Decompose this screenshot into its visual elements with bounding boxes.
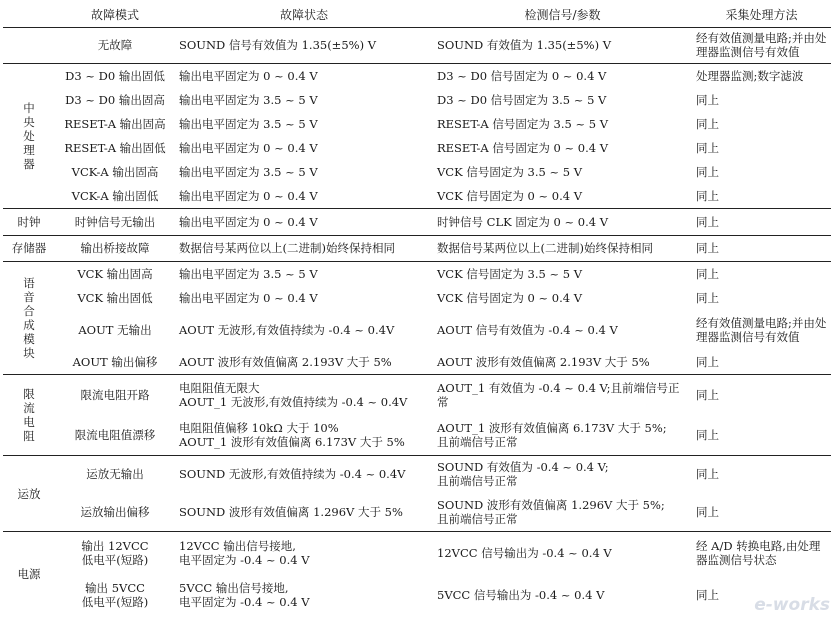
detect-signal-cell: D3 ~ D0 信号固定为 0 ~ 0.4 V [437,68,607,83]
header-fault-state: 故障状态 [279,7,328,22]
detect-signal-cell: 数据信号某两位以上(二进制)始终保持相同 [437,241,653,256]
fault-state-cell: AOUT 波形有效值偏离 2.193V 大于 5% [179,355,392,370]
fault-state-cell: 数据信号某两位以上(二进制)始终保持相同 [179,241,395,256]
category-cell: 运放 [17,486,41,501]
fault-mode-cell: 输出桥接故障 [80,241,150,256]
fault-state-cell: 输出电平固定为 0 ~ 0.4 V [179,290,318,305]
fault-state-cell: 输出电平固定为 0 ~ 0.4 V [179,141,318,156]
table-row [3,27,831,63]
fault-table [3,3,831,615]
fault-mode-cell: VCK-A 输出固低 [71,189,159,204]
table-row [3,286,831,310]
header-blank [3,3,55,27]
fault-mode-cell: D3 ~ D0 输出固高 [65,92,165,107]
fault-state-cell: AOUT 无波形,有效值持续为 -0.4 ~ 0.4V [179,322,395,337]
method-cell: 同上 [696,241,719,256]
detect-signal-cell: 5VCC 信号输出为 -0.4 ~ 0.4 V [437,587,605,602]
detect-signal-cell: RESET-A 信号固定为 3.5 ~ 5 V [437,116,609,131]
detect-signal-cell: VCK 信号固定为 0 ~ 0.4 V [437,290,583,305]
fault-mode-cell: 输出 12VCC 低电平(短路) [81,539,149,568]
table-row [3,88,831,112]
fault-mode-cell: VCK 输出固高 [77,266,153,281]
category-cell: 限 流 电 阻 [23,386,35,443]
table-body [3,27,831,615]
fault-state-cell: SOUND 无波形,有效值持续为 -0.4 ~ 0.4V [179,466,406,481]
detect-signal-cell: SOUND 有效值为 1.35(±5%) V [437,38,612,53]
table-row [3,455,831,491]
method-cell: 同上 [696,214,719,229]
fault-state-cell: 输出电平固定为 0 ~ 0.4 V [179,214,318,229]
table-row [3,492,831,532]
category-cell [3,27,55,63]
fault-mode-cell: VCK 输出固低 [77,290,153,305]
fault-mode-cell: 限流电阻开路 [80,387,150,402]
fault-state-cell: 输出电平固定为 3.5 ~ 5 V [179,116,318,131]
table-row [3,63,831,87]
category-cell: 语 音 合 成 模 块 [23,275,35,360]
method-cell: 同上 [696,92,719,107]
fault-mode-cell: 输出 5VCC 低电平(短路) [81,580,149,609]
fault-mode-cell: 时钟信号无输出 [74,214,156,229]
fault-mode-cell: 无故障 [97,38,133,53]
fault-state-cell: 输出电平固定为 0 ~ 0.4 V [179,68,318,83]
fault-state-cell: 5VCC 输出信号接地, 电平固定为 -0.4 ~ 0.4 V [179,580,310,609]
method-cell: 同上 [696,587,719,602]
category-cell: 时钟 [17,214,41,229]
detect-signal-cell: VCK 信号固定为 0 ~ 0.4 V [437,189,583,204]
detect-signal-cell: AOUT 信号有效值为 -0.4 ~ 0.4 V [437,322,618,337]
fault-state-cell: 输出电平固定为 3.5 ~ 5 V [179,165,318,180]
method-cell: 经有效值测量电路;并由处理器监测信号有效值 [696,315,827,344]
table-row [3,261,831,285]
fault-mode-cell: 运放无输出 [86,466,144,481]
detect-signal-cell: RESET-A 信号固定为 0 ~ 0.4 V [437,141,609,156]
header-detect-signal: 检测信号/参数 [524,7,601,22]
detect-signal-cell: SOUND 波形有效值偏离 1.296V 大于 5%; 且前端信号正常 [437,497,665,526]
fault-state-cell: 电阻阻值偏移 10kΩ 大于 10% AOUT_1 波形有效值偏离 6.173V 大于 5% [179,420,405,449]
fault-state-cell: 输出电平固定为 3.5 ~ 5 V [179,266,318,281]
detect-signal-cell: AOUT_1 有效值为 -0.4 ~ 0.4 V;且前端信号正常 [437,380,680,409]
table-row [3,160,831,184]
table-row [3,415,831,455]
category-cell: 存储器 [11,241,47,256]
fault-mode-cell: AOUT 无输出 [78,322,152,337]
fault-state-cell: 12VCC 输出信号接地, 电平固定为 -0.4 ~ 0.4 V [179,539,310,568]
table-row [3,235,831,261]
detect-signal-cell: 时钟信号 CLK 固定为 0 ~ 0.4 V [437,214,609,229]
fault-state-cell: SOUND 波形有效值偏离 1.296V 大于 5% [179,504,403,519]
detect-signal-cell: VCK 信号固定为 3.5 ~ 5 V [437,165,583,180]
fault-mode-cell: 运放输出偏移 [80,504,150,519]
method-cell: 同上 [696,266,719,281]
method-cell: 同上 [696,427,719,442]
table-row [3,350,831,374]
fault-state-cell: 电阻阻值无限大 AOUT_1 无波形,有效值持续为 -0.4 ~ 0.4V [179,380,408,409]
table-row [3,185,831,209]
method-cell: 经 A/D 转换电路,由处理器监测信号状态 [696,539,821,568]
header-row [3,3,831,27]
fault-mode-cell: VCK-A 输出固高 [71,165,159,180]
method-cell: 处理器监测;数字滤波 [696,68,804,83]
watermark-logo: e-works [754,595,830,615]
table-row [3,532,831,574]
method-cell: 同上 [696,355,719,370]
fault-state-cell: SOUND 信号有效值为 1.35(±5%) V [179,38,377,53]
fault-mode-cell: AOUT 输出偏移 [72,355,158,370]
detect-signal-cell: 12VCC 信号输出为 -0.4 ~ 0.4 V [437,546,612,561]
category-cell: 中 央 处 理 器 [23,101,35,172]
detect-signal-cell: SOUND 有效值为 -0.4 ~ 0.4 V; 且前端信号正常 [437,459,609,488]
fault-mode-cell: 限流电阻值漂移 [74,427,156,442]
fault-mode-cell: RESET-A 输出固低 [64,141,166,156]
detect-signal-cell: D3 ~ D0 信号固定为 3.5 ~ 5 V [437,92,607,107]
fault-state-cell: 输出电平固定为 3.5 ~ 5 V [179,92,318,107]
table-row [3,310,831,350]
method-cell: 同上 [696,141,719,156]
table-row [3,574,831,615]
table-row [3,209,831,235]
detect-signal-cell: AOUT 波形有效值偏离 2.193V 大于 5% [437,355,650,370]
detect-signal-cell: AOUT_1 波形有效值偏离 6.173V 大于 5%; 且前端信号正常 [437,420,667,449]
fault-state-cell: 输出电平固定为 0 ~ 0.4 V [179,189,318,204]
table-row [3,374,831,414]
method-cell: 同上 [696,387,719,402]
table-row [3,136,831,160]
method-cell: 同上 [696,116,719,131]
header-fault-mode: 故障模式 [90,7,139,22]
table-row [3,112,831,136]
method-cell: 经有效值测量电路;并由处理器监测信号有效值 [696,31,827,60]
header-method: 采集处理方法 [725,7,798,22]
method-cell: 同上 [696,165,719,180]
method-cell: 同上 [696,189,719,204]
method-cell: 同上 [696,466,719,481]
method-cell: 同上 [696,290,719,305]
detect-signal-cell: VCK 信号固定为 3.5 ~ 5 V [437,266,583,281]
method-cell: 同上 [696,504,719,519]
fault-mode-cell: D3 ~ D0 输出固低 [65,68,165,83]
category-cell: 电源 [17,566,41,581]
fault-mode-cell: RESET-A 输出固高 [64,116,166,131]
